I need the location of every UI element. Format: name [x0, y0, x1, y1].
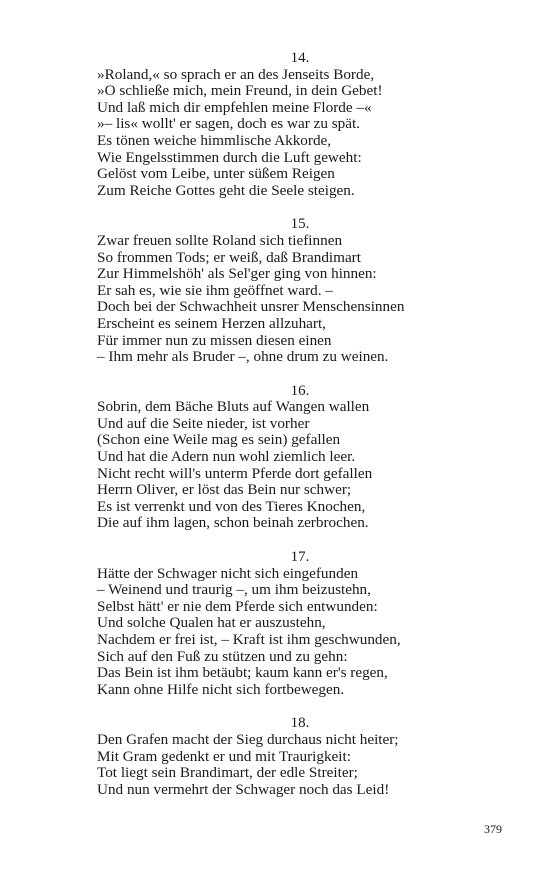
verse-line: Und nun vermehrt der Schwager noch das Leid! [97, 780, 390, 798]
stanza-number: 14. [290, 50, 310, 66]
verse-line: Sobrin, dem Bäche Bluts auf Wangen wallen [97, 398, 370, 416]
page-number: 379 [484, 822, 502, 836]
stanza [97, 50, 497, 199]
verse-line: Doch bei der Schwachheit unsrer Menschensinnen [97, 298, 405, 316]
verse-line: Den Grafen macht der Sieg durchaus nicht heiter; [97, 730, 399, 748]
verse-line: Für immer nun zu missen diesen einen [97, 331, 332, 349]
verse-line: Kann ohne Hilfe nicht sich fortbewegen. [97, 680, 345, 698]
verse-line: Und hat die Adern nun wohl ziemlich leer. [97, 448, 356, 466]
verse-line: »Roland,« so sprach er an des Jenseits Borde, [97, 65, 375, 83]
verse-line: Sich auf den Fuß zu stützen und zu gehn: [97, 647, 348, 665]
verse-line: Gelöst vom Leibe, unter süßem Reigen [97, 165, 335, 183]
verse-line: – Ihm mehr als Bruder –, ohne drum zu weinen. [97, 348, 389, 366]
verse-line: Mit Gram gedenkt er und mit Traurigkeit: [97, 747, 351, 765]
verse-line: Es tönen weiche himmlische Akkorde, [97, 131, 332, 149]
verse-line: Zur Himmelshöh' als Sel'ger ging von hinnen: [97, 265, 377, 283]
page-body [97, 50, 497, 815]
stanza [97, 383, 497, 532]
verse-line: Tot liegt sein Brandimart, der edle Streiter; [97, 764, 358, 782]
verse-line: Die auf ihm lagen, schon beinah zerbrochen. [97, 514, 369, 532]
verse-line: Nachdem er frei ist, – Kraft ist ihm geschwunden, [97, 631, 401, 648]
verse-line: Selbst hätt' er nie dem Pferde sich entwunden: [97, 597, 378, 615]
stanza [97, 216, 497, 365]
verse-line: Herrn Oliver, er löst das Bein nur schwer; [97, 481, 352, 499]
verse-line: Zum Reiche Gottes geht die Seele steigen. [97, 181, 355, 199]
verse-line: Und laß mich dir empfehlen meine Florde –« [97, 98, 372, 116]
verse-line: Und auf die Seite nieder, ist vorher [97, 414, 310, 432]
verse-line: Wie Engelsstimmen durch die Luft geweht: [97, 148, 362, 166]
verse-line: Er sah es, wie sie ihm geöffnet ward. – [97, 281, 333, 299]
verse-line: (Schon eine Weile mag es sein) gefallen [97, 431, 341, 449]
verse-line: Zwar freuen sollte Roland sich tiefinnen [97, 231, 343, 249]
verse-line: – Weinend und traurig –, um ihm beizustehn, [97, 581, 371, 599]
verse-line: »– lis« wollt' er sagen, doch es war zu spät. [97, 115, 360, 133]
stanza-number: 17. [290, 549, 310, 566]
verse-line: So frommen Tods; er weiß, daß Brandimart [97, 248, 361, 266]
stanza [97, 715, 497, 798]
verse-line: Nicht recht will's unterm Pferde dort gefallen [97, 464, 373, 482]
stanza-number: 18. [290, 715, 310, 732]
verse-line: Das Bein ist ihm betäubt; kaum kann er's regen, [97, 664, 388, 682]
verse-line: Und solche Qualen hat er auszustehn, [97, 614, 326, 632]
verse-line: Es ist verrenkt und von des Tieres Knochen, [97, 497, 366, 515]
stanza-number: 16. [290, 382, 310, 399]
stanza-number: 15. [290, 216, 310, 233]
verse-line: »O schließe mich, mein Freund, in dein Gebet! [97, 82, 383, 100]
verse-line: Hätte der Schwager nicht sich eingefunden [97, 564, 359, 582]
verse-line: Erscheint es seinem Herzen allzuhart, [97, 314, 326, 332]
stanza [97, 549, 497, 698]
